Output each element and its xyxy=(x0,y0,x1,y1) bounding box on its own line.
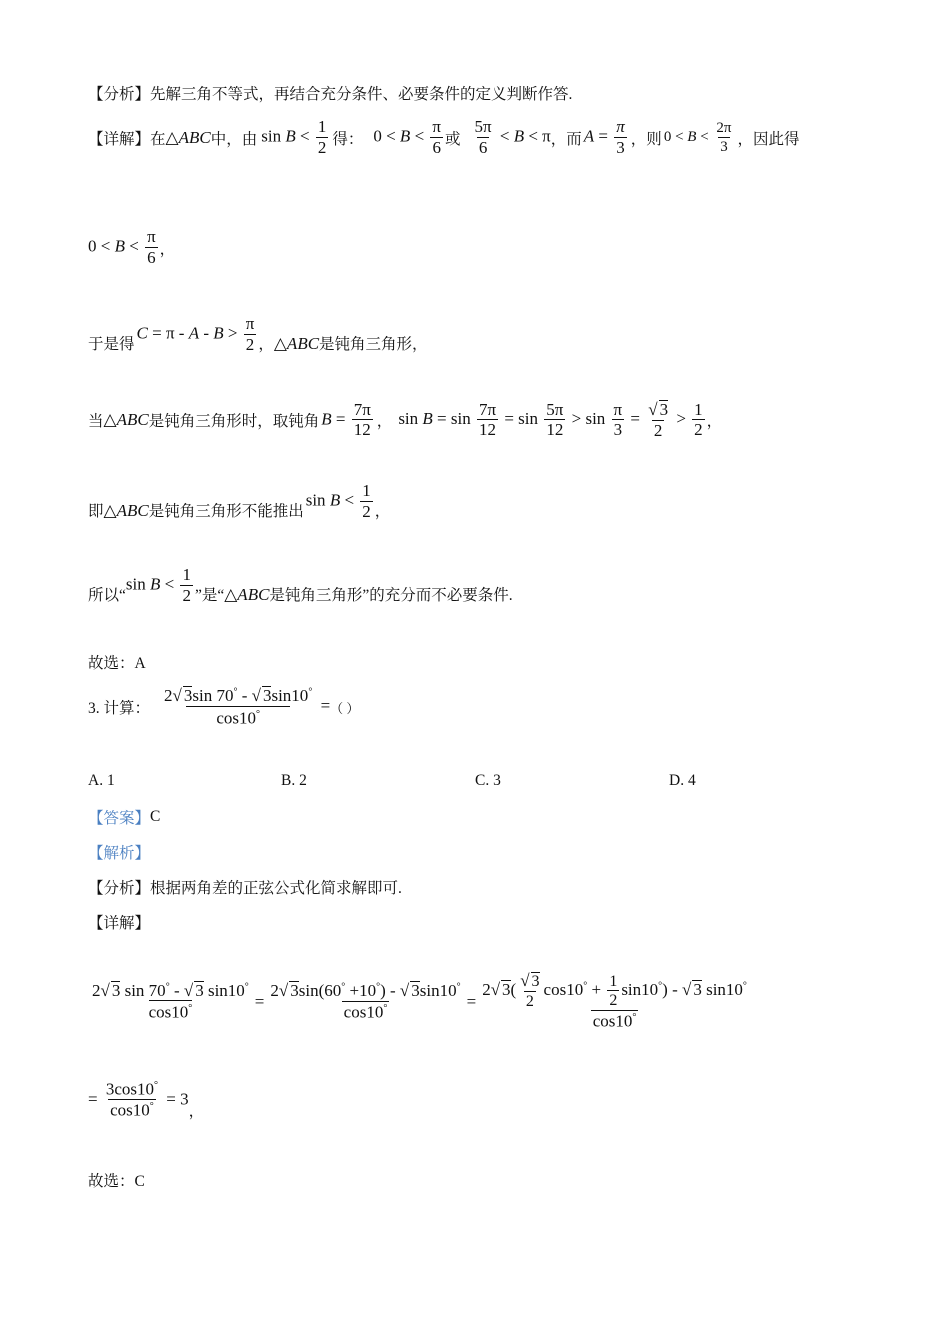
answer-blank: （ ） xyxy=(330,700,360,716)
detail-text: 中，由 xyxy=(210,130,258,148)
jiexi-label: 【解析】 xyxy=(88,845,151,862)
math-range-2: $\frac{5\pi}{6}$ < B < π xyxy=(474,117,551,157)
detail-line-1 xyxy=(88,118,800,157)
detail-text: ，而 xyxy=(550,130,582,148)
detail-line-2 xyxy=(88,228,175,267)
detail-text: 所以“ xyxy=(88,587,126,605)
detail-text: 当 xyxy=(88,413,104,431)
equals-sign: = xyxy=(254,991,265,1011)
analysis-text: 根据两角差的正弦公式化简求解即可. xyxy=(150,880,402,897)
math-sinB-lt-half: sin B < $\frac{1}{2}$ xyxy=(305,481,371,521)
triangle-abc: △ABC xyxy=(103,410,149,430)
derivation-line-1 xyxy=(88,972,848,1032)
detail-text: 于是得 xyxy=(88,336,135,354)
detail-line-5 xyxy=(88,482,390,521)
derivation-step-1: $\frac{2√ 3 \sin 70^\circ - √ 3 \sin 10^\circ}{\cos 10^\circ}$ xyxy=(92,980,249,1023)
detail-text: ， xyxy=(188,1102,205,1120)
analysis-label: 【分析】 xyxy=(88,880,151,897)
detail-text: ， xyxy=(706,413,723,431)
jiexi-line xyxy=(88,841,150,863)
detail-text: ，因此得 xyxy=(737,130,800,148)
math-range-3: 0 < B < $\frac{2\pi}{3}$ xyxy=(663,120,732,155)
math-sinB-lt-half: sin B < $\frac{1}{2}$ xyxy=(125,565,191,605)
answer-value: C xyxy=(150,808,161,825)
detail-label: 【详解】 xyxy=(88,915,151,932)
math-A-value: A = $\frac{\pi}{3}$ xyxy=(583,117,625,157)
option-b[interactable]: B. 2 xyxy=(281,772,307,789)
analysis-line-2 xyxy=(88,876,402,898)
math-sin-chain: sin B = sin $\frac{7\pi}{12}$ = sin $\frac{5\pi}{12}$ > sin $\frac{\pi}{3}$ = $\frac{√ 3}{2}$ > $\frac{1}{2}$ xyxy=(398,399,703,440)
detail-line-3 xyxy=(88,315,428,354)
detail-text: 是钝角三角形”的充分而不必要条件. xyxy=(269,587,513,605)
detail-text: 是钝角三角形， xyxy=(319,336,428,354)
derivation-final: = $\frac{3\cos 10^\circ}{\cos 10^\circ}$ = 3 xyxy=(88,1079,189,1120)
answer-line xyxy=(88,806,160,828)
detail-text: 即 xyxy=(88,503,104,521)
option-a[interactable]: A. 1 xyxy=(88,772,115,789)
detail-text: ， xyxy=(376,413,393,431)
conclusion-text: 故选：C xyxy=(88,1173,145,1190)
question-3 xyxy=(88,686,359,728)
answer-label: 【答案】 xyxy=(88,810,151,827)
math-B-obtuse: B = $\frac{7\pi}{12}$ xyxy=(321,399,371,440)
detail-line-4 xyxy=(88,400,722,440)
detail-label: 【详解】 xyxy=(88,130,151,148)
question-number: 3. 计算： xyxy=(88,700,151,718)
triangle-abc: △ABC xyxy=(103,501,149,521)
triangle-abc: △ABC xyxy=(224,585,270,605)
analysis-text: 先解三角不等式，再结合充分条件、必要条件的定义判断作答. xyxy=(150,86,573,103)
detail-text: 得： xyxy=(332,130,364,148)
analysis-line-1 xyxy=(88,82,572,104)
detail-text: ， xyxy=(258,336,274,354)
triangle-abc: △ABC xyxy=(273,334,320,354)
equals-sign: = xyxy=(466,991,477,1011)
detail-text: 是钝角三角形时，取钝角 xyxy=(148,413,320,431)
triangle-abc: △ABC xyxy=(165,127,211,147)
derivation-line-2 xyxy=(88,1080,204,1121)
math-C-expression: C = π - A - B > $\frac{\pi}{2}$ xyxy=(136,314,255,354)
analysis-label: 【分析】 xyxy=(88,86,151,103)
detail-label-2 xyxy=(88,911,150,933)
math-range-final: 0 < B < $\frac{\pi}{6}$ xyxy=(88,227,156,267)
conclusion-text: 故选：A xyxy=(88,655,146,672)
option-d[interactable]: D. 4 xyxy=(669,772,696,789)
conclusion-line-2 xyxy=(88,1169,145,1191)
detail-text: ， xyxy=(374,503,391,521)
math-sinB-lt-half: sin B < $\frac{1}{2}$ xyxy=(261,117,327,157)
detail-text: ， xyxy=(159,240,176,258)
detail-text: ”是“ xyxy=(194,587,225,605)
derivation-step-2: $\frac{2√ 3\sin(60^\circ +10^\circ) - √ 3\sin 10^\circ}{\cos 10^\circ}$ xyxy=(270,981,461,1022)
question-expression: $\frac{2√ 3\sin 70^\circ - √ 3\sin 10^\circ}{\cos 10^\circ}$ = xyxy=(164,686,331,728)
detail-text: ，则 xyxy=(630,130,662,148)
detail-line-6 xyxy=(88,566,513,605)
option-c[interactable]: C. 3 xyxy=(475,772,501,789)
derivation-step-3: 2√ 3( $\frac{√ 3}{2}$ cos10° + $\frac{1}{2}$ sin10°) - √ 3 sin10° cos10° xyxy=(482,971,747,1031)
math-range-1: 0 < B < $\frac{\pi}{6}$ xyxy=(373,117,441,157)
detail-text: 在 xyxy=(150,130,166,148)
detail-text: 是钝角三角形不能推出 xyxy=(148,503,304,521)
detail-text: 或 xyxy=(445,130,461,148)
conclusion-line-1 xyxy=(88,651,146,673)
